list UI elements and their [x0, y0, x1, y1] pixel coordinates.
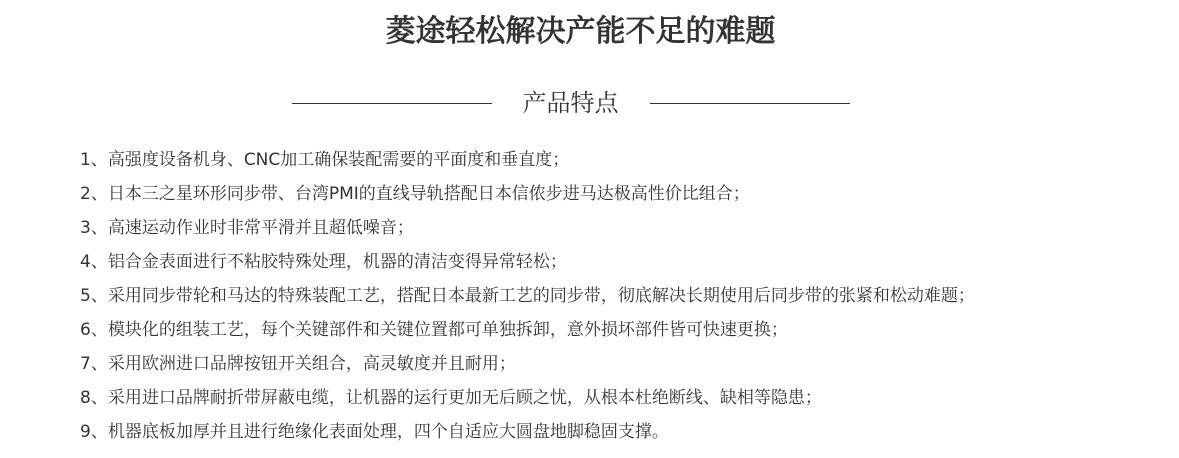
feature-item-4: 4、铝合金表面进行不粘胶特殊处理，机器的清洁变得异常轻松；	[80, 252, 567, 272]
feature-item-7: 7、采用欧洲进口品牌按钮开关组合，高灵敏度并且耐用；	[80, 354, 516, 374]
right-divider	[650, 103, 850, 104]
section-title: 产品特点	[522, 89, 619, 117]
section-heading	[0, 83, 1141, 123]
feature-item-2: 2、日本三之星环形同步带、台湾PMI的直线导轨搭配日本信侬步进马达极高性价比组合；	[80, 184, 750, 204]
feature-item-3: 3、高速运动作业时非常平滑并且超低噪音；	[80, 218, 414, 238]
feature-list	[80, 143, 975, 449]
feature-item-5: 5、采用同步带轮和马达的特殊装配工艺，搭配日本最新工艺的同步带，彻底解决长期使用后同步带的张紧和松动难题；	[80, 286, 975, 306]
page-title: 菱途轻松解决产能不足的难题	[385, 14, 776, 49]
feature-item-1: 1、高强度设备机身、CNC加工确保装配需要的平面度和垂直度；	[80, 150, 570, 170]
left-divider	[292, 103, 492, 104]
feature-item-9: 9、机器底板加厚并且进行绝缘化表面处理，四个自适应大圆盘地脚稳固支撑。	[80, 422, 669, 442]
feature-item-6: 6、模块化的组装工艺，每个关键部件和关键位置都可单独拆卸，意外损坏部件皆可快速更换；	[80, 320, 788, 340]
feature-item-8: 8、采用进口品牌耐折带屏蔽电缆，让机器的运行更加无后顾之忧，从根本杜绝断线、缺相等隐患；	[80, 388, 822, 408]
